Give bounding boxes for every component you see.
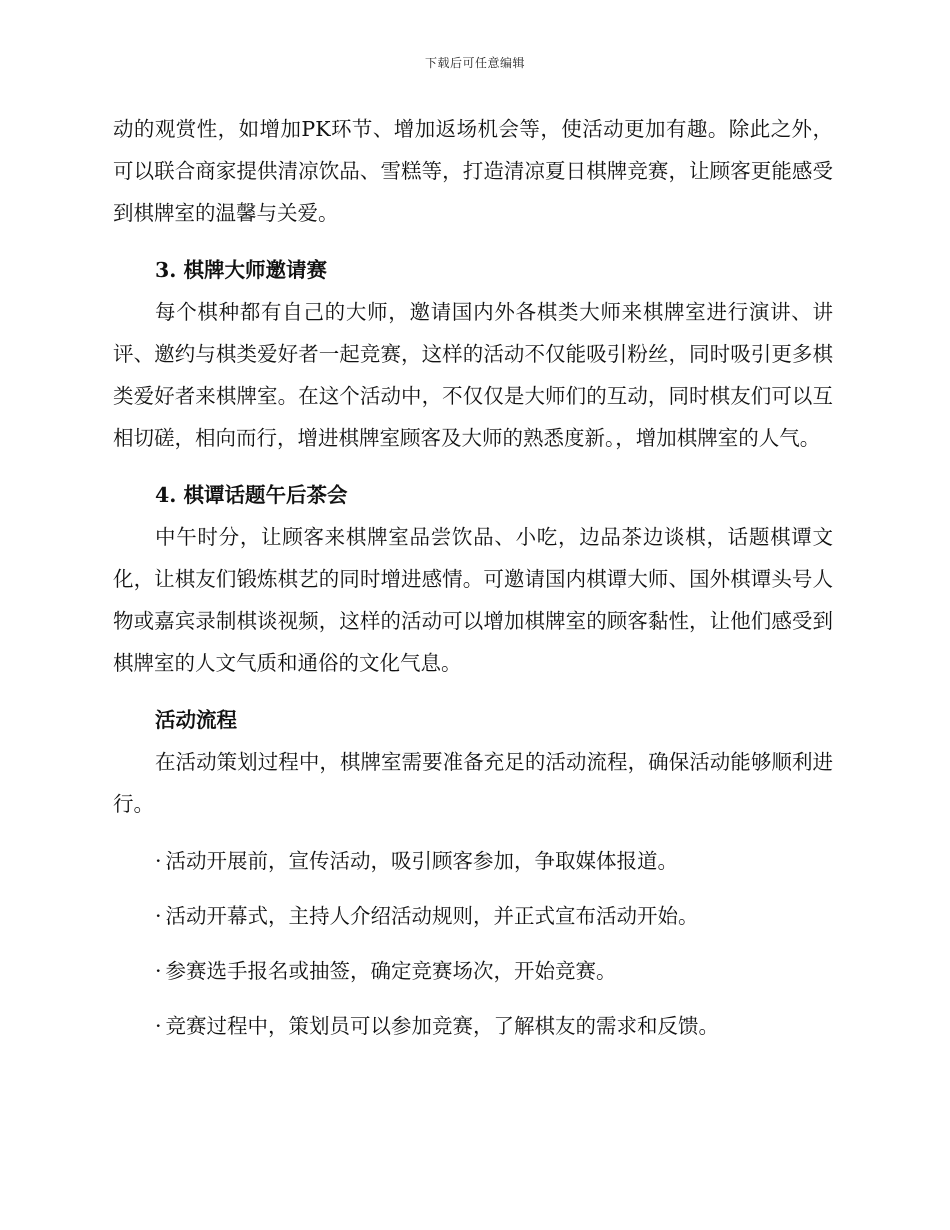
list-item-text: 竞赛过程中，策划员可以参加竞赛，了解棋友的需求和反馈。: [165, 1014, 720, 1038]
list-item: [113, 1005, 833, 1047]
section-heading-master-invitational: 3. 棋牌大师邀请赛: [155, 258, 328, 282]
bullet-dot: ·: [155, 849, 162, 873]
section-heading-tea-party: 4. 棋谭话题午后茶会: [155, 483, 348, 507]
activity-flow-list: [113, 840, 833, 1047]
list-item: [113, 950, 833, 992]
bullet-dot: ·: [155, 959, 162, 983]
bullet-dot: ·: [155, 904, 162, 928]
list-item-text: 活动开展前，宣传活动，吸引顾客参加，争取媒体报道。: [165, 849, 679, 873]
tea-party-paragraph: 中午时分，让顾客来棋牌室品尝饮品、小吃，边品茶边谈棋，话题棋谭文化，让棋友们锻炼棋艺的同时增进感情。可邀请国内棋谭大师、国外棋谭头号人物或嘉宾录制棋谈视频，这样的活动可以增加棋牌室的顾客黏性，让他们感受到棋牌室的人文气质和通俗的文化气息。: [113, 525, 833, 675]
document-body: [113, 108, 833, 1047]
activity-flow-paragraph: 在活动策划过程中，棋牌室需要准备充足的活动流程，确保活动能够顺利进行。: [113, 750, 833, 816]
section-heading-activity-flow: 活动流程: [155, 708, 237, 732]
bullet-dot: ·: [155, 1014, 162, 1038]
intro-paragraph: 动的观赏性，如增加PK环节、增加返场机会等，使活动更加有趣。除此之外，可以联合商家提供清凉饮品、雪糕等，打造清凉夏日棋牌竞赛，让顾客更能感受到棋牌室的温馨与关爱。: [113, 117, 833, 225]
list-item: [113, 840, 833, 882]
list-item-text: 参赛选手报名或抽签，确定竞赛场次，开始竞赛。: [165, 959, 617, 983]
master-invitational-paragraph: 每个棋种都有自己的大师，邀请国内外各棋类大师来棋牌室进行演讲、讲评、邀约与棋类爱好者一起竞赛，这样的活动不仅能吸引粉丝，同时吸引更多棋类爱好者来棋牌室。在这个活动中，不仅仅是大师们的互动，同时棋友们可以互相切磋，相向而行，增进棋牌室顾客及大师的熟悉度新。，增加棋牌室的人气。: [113, 300, 833, 450]
list-item-text: 活动开幕式，主持人介绍活动规则，并正式宣布活动开始。: [165, 904, 699, 928]
list-item: [113, 895, 833, 937]
page-header: 下载后可任意编辑: [424, 56, 525, 70]
